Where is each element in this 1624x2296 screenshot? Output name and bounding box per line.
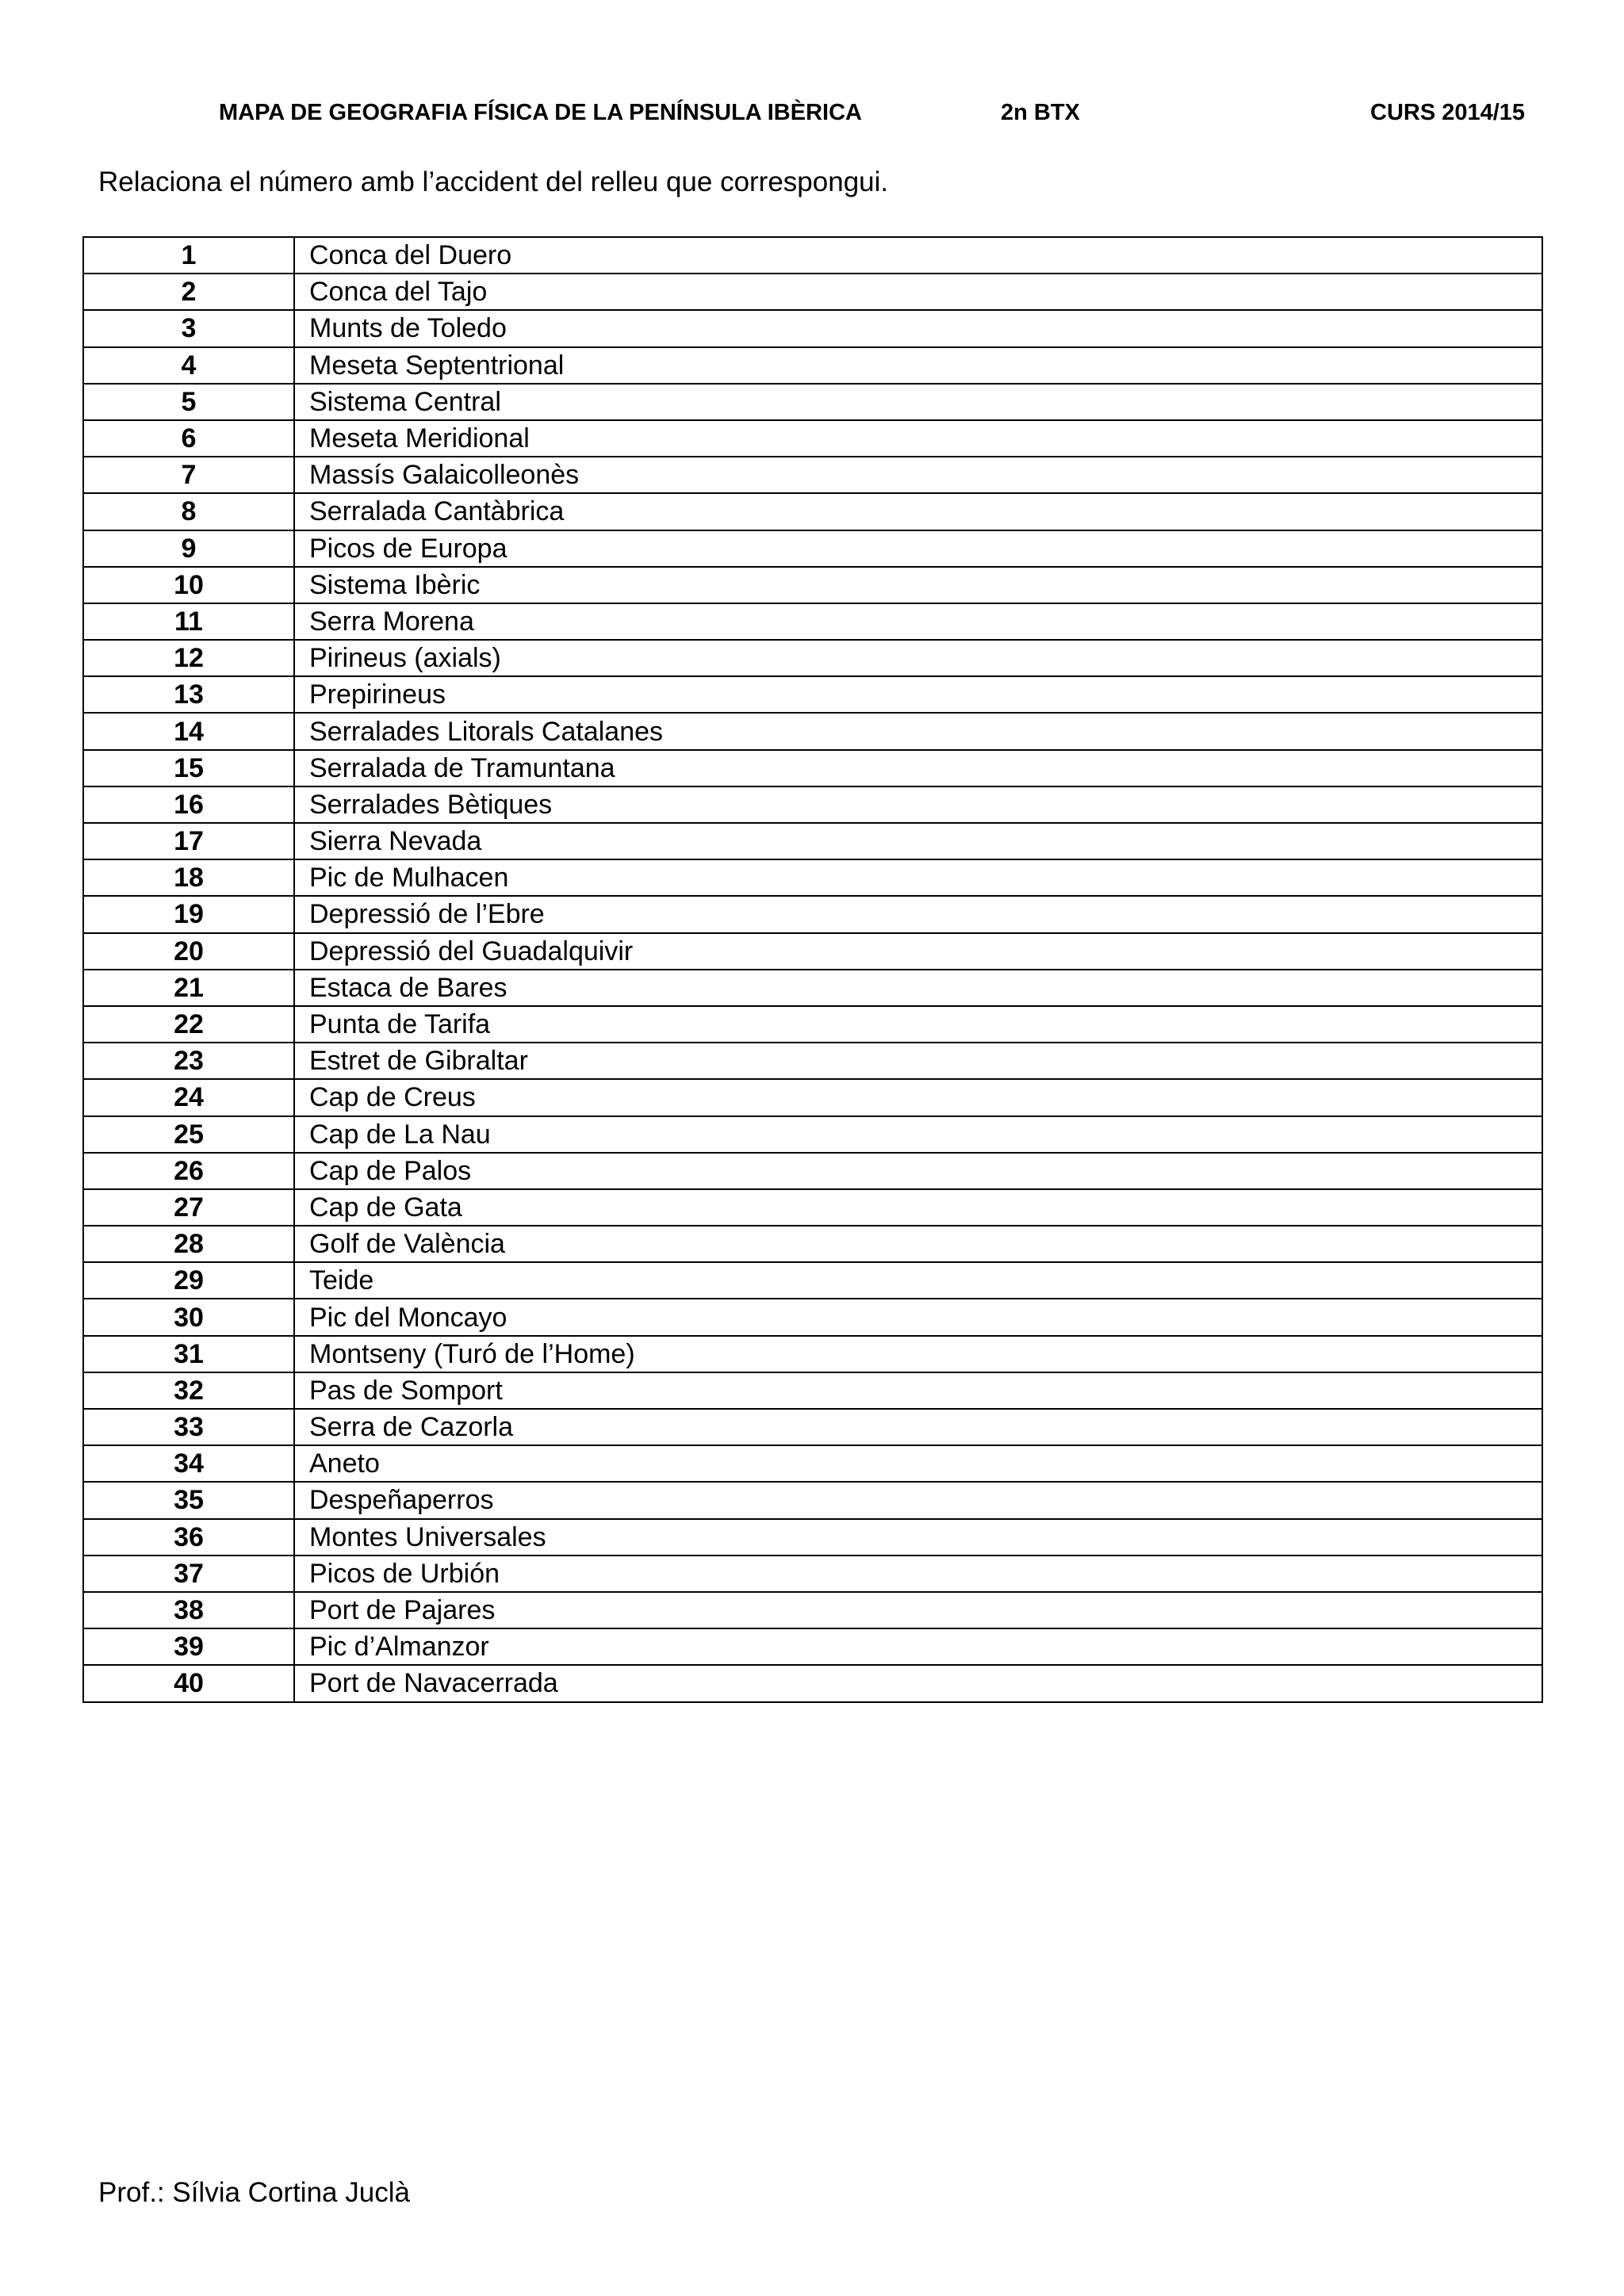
item-number: 6 bbox=[83, 420, 294, 457]
course-level: 2n BTX bbox=[1001, 100, 1080, 125]
item-number: 12 bbox=[83, 640, 294, 676]
table-row bbox=[83, 750, 1542, 786]
relief-feature-name: Cap de Creus bbox=[294, 1079, 1542, 1115]
table-row bbox=[83, 567, 1542, 603]
table-row bbox=[83, 1299, 1542, 1335]
table-row bbox=[83, 933, 1542, 970]
relief-feature-name: Depressió de l’Ebre bbox=[294, 896, 1542, 932]
item-number: 31 bbox=[83, 1336, 294, 1372]
table-row bbox=[83, 530, 1542, 567]
item-number: 38 bbox=[83, 1592, 294, 1628]
table-body bbox=[83, 237, 1542, 1702]
table-row bbox=[83, 1153, 1542, 1189]
item-number: 20 bbox=[83, 933, 294, 970]
item-number: 1 bbox=[83, 237, 294, 274]
relief-feature-name: Depressió del Guadalquivir bbox=[294, 933, 1542, 970]
item-number: 35 bbox=[83, 1482, 294, 1518]
relief-feature-name: Serra de Cazorla bbox=[294, 1409, 1542, 1445]
table-row bbox=[83, 713, 1542, 749]
table-row bbox=[83, 823, 1542, 859]
item-number: 30 bbox=[83, 1299, 294, 1335]
table-row bbox=[83, 1116, 1542, 1153]
relief-feature-name: Estaca de Bares bbox=[294, 970, 1542, 1006]
relief-feature-name: Teide bbox=[294, 1262, 1542, 1299]
table-row bbox=[83, 676, 1542, 713]
relief-feature-name: Aneto bbox=[294, 1445, 1542, 1482]
item-number: 29 bbox=[83, 1262, 294, 1299]
relief-feature-name: Sistema Central bbox=[294, 384, 1542, 420]
item-number: 21 bbox=[83, 970, 294, 1006]
table-row bbox=[83, 1665, 1542, 1701]
table-row bbox=[83, 1482, 1542, 1518]
relief-feature-name: Despeñaperros bbox=[294, 1482, 1542, 1518]
item-number: 7 bbox=[83, 457, 294, 493]
item-number: 26 bbox=[83, 1153, 294, 1189]
relief-feature-name: Picos de Europa bbox=[294, 530, 1542, 567]
item-number: 5 bbox=[83, 384, 294, 420]
relief-feature-name: Serralada de Tramuntana bbox=[294, 750, 1542, 786]
relief-feature-name: Munts de Toledo bbox=[294, 310, 1542, 346]
table-row bbox=[83, 1226, 1542, 1262]
relief-feature-name: Serralada Cantàbrica bbox=[294, 493, 1542, 530]
relief-feature-name: Cap de La Nau bbox=[294, 1116, 1542, 1153]
relief-feature-name: Montes Universales bbox=[294, 1519, 1542, 1556]
table-row bbox=[83, 237, 1542, 274]
table-row bbox=[83, 1409, 1542, 1445]
item-number: 4 bbox=[83, 347, 294, 384]
teacher-credit: Prof.: Sílvia Cortina Juclà bbox=[98, 2177, 410, 2208]
table-row bbox=[83, 1043, 1542, 1079]
table-row bbox=[83, 1628, 1542, 1665]
item-number: 14 bbox=[83, 713, 294, 749]
table-row bbox=[83, 859, 1542, 896]
relief-feature-name: Cap de Gata bbox=[294, 1189, 1542, 1226]
table-row bbox=[83, 274, 1542, 310]
item-number: 28 bbox=[83, 1226, 294, 1262]
relief-feature-name: Meseta Septentrional bbox=[294, 347, 1542, 384]
document-title: MAPA DE GEOGRAFIA FÍSICA DE LA PENÍNSULA IBÈRICA bbox=[219, 100, 862, 125]
table-row bbox=[83, 1556, 1542, 1592]
table-row bbox=[83, 347, 1542, 384]
item-number: 22 bbox=[83, 1006, 294, 1043]
relief-feature-name: Serra Morena bbox=[294, 603, 1542, 640]
item-number: 23 bbox=[83, 1043, 294, 1079]
relief-feature-name: Montseny (Turó de l’Home) bbox=[294, 1336, 1542, 1372]
table-row bbox=[83, 1262, 1542, 1299]
table-row bbox=[83, 457, 1542, 493]
item-number: 32 bbox=[83, 1372, 294, 1409]
item-number: 36 bbox=[83, 1519, 294, 1556]
item-number: 25 bbox=[83, 1116, 294, 1153]
table-row bbox=[83, 1189, 1542, 1226]
relief-feature-name: Cap de Palos bbox=[294, 1153, 1542, 1189]
table-row bbox=[83, 896, 1542, 932]
relief-feature-name: Serralades Bètiques bbox=[294, 786, 1542, 823]
page-header bbox=[0, 100, 1624, 135]
item-number: 11 bbox=[83, 603, 294, 640]
relief-feature-name: Estret de Gibraltar bbox=[294, 1043, 1542, 1079]
relief-feature-name: Pas de Somport bbox=[294, 1372, 1542, 1409]
item-number: 13 bbox=[83, 676, 294, 713]
relief-feature-name: Port de Pajares bbox=[294, 1592, 1542, 1628]
relief-feature-name: Serralades Litorals Catalanes bbox=[294, 713, 1542, 749]
table-row bbox=[83, 1372, 1542, 1409]
item-number: 27 bbox=[83, 1189, 294, 1226]
table-row bbox=[83, 1445, 1542, 1482]
table-row bbox=[83, 640, 1542, 676]
relief-feature-name: Conca del Duero bbox=[294, 237, 1542, 274]
relief-feature-name: Port de Navacerrada bbox=[294, 1665, 1542, 1701]
item-number: 40 bbox=[83, 1665, 294, 1701]
relief-feature-name: Pic del Moncayo bbox=[294, 1299, 1542, 1335]
relief-feature-name: Massís Galaicolleonès bbox=[294, 457, 1542, 493]
table-row bbox=[83, 1079, 1542, 1115]
relief-feature-name: Sierra Nevada bbox=[294, 823, 1542, 859]
item-number: 19 bbox=[83, 896, 294, 932]
relief-feature-name: Prepirineus bbox=[294, 676, 1542, 713]
table-row bbox=[83, 420, 1542, 457]
instruction-text: Relaciona el número amb l’accident del relleu que correspongui. bbox=[98, 166, 889, 197]
item-number: 10 bbox=[83, 567, 294, 603]
item-number: 24 bbox=[83, 1079, 294, 1115]
relief-features-table bbox=[82, 236, 1543, 1703]
table-row bbox=[83, 1519, 1542, 1556]
relief-feature-name: Golf de València bbox=[294, 1226, 1542, 1262]
item-number: 17 bbox=[83, 823, 294, 859]
item-number: 34 bbox=[83, 1445, 294, 1482]
item-number: 9 bbox=[83, 530, 294, 567]
relief-feature-name: Punta de Tarifa bbox=[294, 1006, 1542, 1043]
table-row bbox=[83, 1592, 1542, 1628]
course-year: CURS 2014/15 bbox=[1370, 100, 1526, 125]
item-number: 39 bbox=[83, 1628, 294, 1665]
item-number: 3 bbox=[83, 310, 294, 346]
relief-feature-name: Picos de Urbión bbox=[294, 1556, 1542, 1592]
item-number: 16 bbox=[83, 786, 294, 823]
item-number: 18 bbox=[83, 859, 294, 896]
table-row bbox=[83, 970, 1542, 1006]
table-row bbox=[83, 1336, 1542, 1372]
relief-feature-name: Pic d’Almanzor bbox=[294, 1628, 1542, 1665]
table-row bbox=[83, 310, 1542, 346]
table-row bbox=[83, 603, 1542, 640]
relief-feature-name: Conca del Tajo bbox=[294, 274, 1542, 310]
table-row bbox=[83, 493, 1542, 530]
item-number: 8 bbox=[83, 493, 294, 530]
table-row bbox=[83, 786, 1542, 823]
item-number: 33 bbox=[83, 1409, 294, 1445]
relief-feature-name: Pirineus (axials) bbox=[294, 640, 1542, 676]
relief-feature-name: Sistema Ibèric bbox=[294, 567, 1542, 603]
table-row bbox=[83, 1006, 1542, 1043]
relief-feature-name: Meseta Meridional bbox=[294, 420, 1542, 457]
table-row bbox=[83, 384, 1542, 420]
item-number: 15 bbox=[83, 750, 294, 786]
item-number: 37 bbox=[83, 1556, 294, 1592]
item-number: 2 bbox=[83, 274, 294, 310]
relief-feature-name: Pic de Mulhacen bbox=[294, 859, 1542, 896]
